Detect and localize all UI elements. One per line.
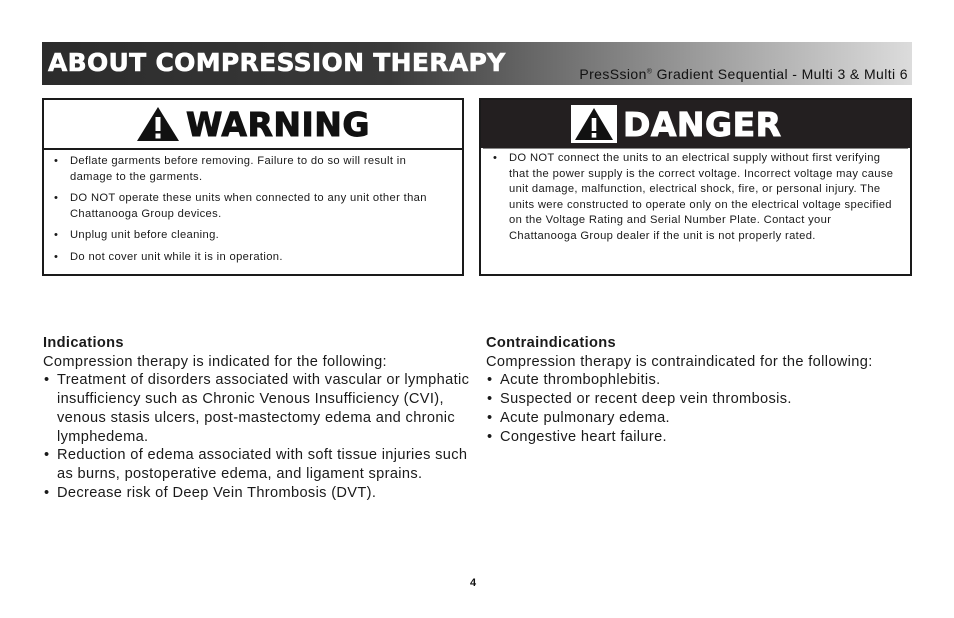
contraindications-intro: Compression therapy is contraindicated for the following: <box>486 353 873 370</box>
product-brand: PresSsion <box>579 66 647 82</box>
contraindications-section <box>486 334 916 446</box>
danger-body <box>483 148 908 245</box>
warning-heading-bar <box>44 100 462 150</box>
indications-section <box>43 334 473 502</box>
danger-heading-bar <box>481 100 910 148</box>
page-number: 4 <box>470 577 477 589</box>
indication-item: • Reduction of edema associated with soft tissue injuries such as burns, postoperative edema, and ligament sprains. <box>43 446 473 483</box>
contraindication-item: • Suspected or recent deep vein thrombosis. <box>486 390 916 409</box>
contraindication-item: • Acute pulmonary edema. <box>486 409 916 428</box>
danger-list <box>483 149 908 245</box>
indications-heading: Indications <box>43 335 124 351</box>
indication-item: • Decrease risk of Deep Vein Thrombosis (DVT). <box>43 484 473 503</box>
warning-heading: WARNING <box>186 104 370 144</box>
warning-triangle-icon <box>136 106 180 142</box>
section-title: ABOUT COMPRESSION THERAPY <box>48 48 506 77</box>
warning-list <box>44 150 462 266</box>
warning-item: • Deflate garments before removing. Failure to do so will result in damage to the garments. <box>46 154 444 185</box>
indication-item: • Treatment of disorders associated with vascular or lymphatic insufficiency such as Chronic Venous Insufficiency (CVI), venous stasis ulcers, post-mastectomy edema and chronic lymphedema. <box>43 371 473 446</box>
contraindication-item: • Acute thrombophlebitis. <box>486 371 916 390</box>
contraindications-heading: Contraindications <box>486 335 617 351</box>
warning-box <box>42 98 464 276</box>
product-subtitle <box>579 66 908 82</box>
danger-icon-frame <box>571 105 617 143</box>
registered-mark: ® <box>646 68 653 76</box>
danger-item: • DO NOT connect the units to an electrical supply without first verifying that the power supply is the correct voltage. Incorrect voltage may cause unit damage, malfunction, electrical shock, fire, or personal injury. The units were constructed to operate only on the electrical voltage specified on the Voltage Rating and Serial Number Plate. Contact your Chattanooga Group dealer if the unit is not properly rated. <box>485 151 902 245</box>
danger-heading: DANGER <box>623 104 782 144</box>
warning-item: • Unplug unit before cleaning. <box>46 228 444 244</box>
section-header <box>42 42 912 85</box>
contraindications-list <box>486 371 916 446</box>
contraindication-item: • Congestive heart failure. <box>486 428 916 447</box>
indications-intro: Compression therapy is indicated for the following: <box>43 353 387 370</box>
warning-item: • DO NOT operate these units when connected to any unit other than Chattanooga Group devices. <box>46 191 444 222</box>
product-name: Gradient Sequential - Multi 3 & Multi 6 <box>652 66 908 82</box>
danger-box <box>479 98 912 276</box>
warning-item: • Do not cover unit while it is in operation. <box>46 250 444 266</box>
indications-list <box>43 371 473 502</box>
warning-triangle-icon <box>574 107 614 141</box>
